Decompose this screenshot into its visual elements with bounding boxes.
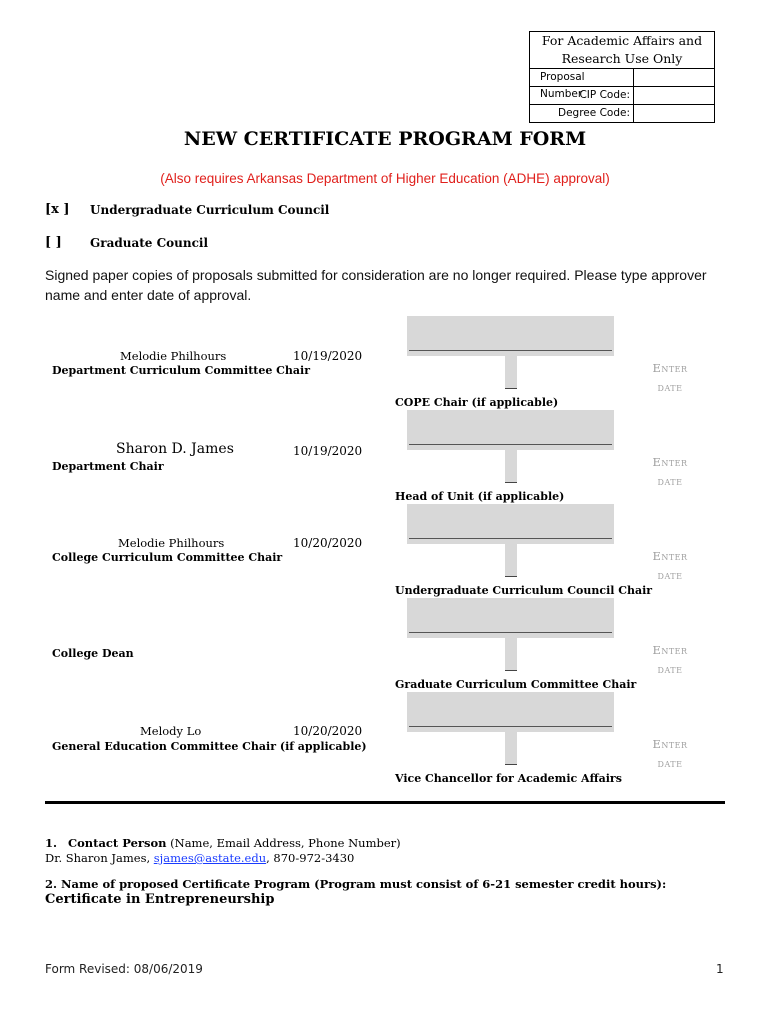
cip-code-field[interactable]: [634, 87, 714, 104]
vc-underscore: [505, 764, 517, 765]
contact-heading-num: 1.: [45, 836, 58, 850]
ucc-chair-role: Undergraduate Curriculum Council Chair: [395, 584, 653, 597]
head-unit-date-field[interactable]: [505, 450, 517, 483]
intro-text: Signed paper copies of proposals submitted for consideration are no longer required. Please type approver name and enter date of approval.: [45, 267, 707, 303]
vc-role: Vice Chancellor for Academic Affairs: [395, 772, 622, 785]
program-heading: 2. Name of proposed Certificate Program (Program must consist of 6-21 semester credit hours):: [45, 877, 667, 891]
academic-affairs-use-box: [529, 31, 715, 123]
contact-name: Dr. Sharon James,: [45, 851, 151, 865]
degree-code-label: Degree Code:: [530, 105, 634, 122]
sig-role-2: Department Chair: [52, 460, 164, 473]
sig-role-1: Department Curriculum Committee Chair: [52, 364, 311, 377]
sig-date-5[interactable]: 10/20/2020: [293, 724, 363, 738]
proposal-number-label: Proposal Number: [530, 69, 634, 86]
sig-date-3[interactable]: 10/20/2020: [293, 536, 363, 550]
gc-checkbox[interactable]: [ ]: [45, 235, 62, 250]
ucc-chair-underscore: [505, 576, 517, 577]
vc-date-field[interactable]: [505, 732, 517, 765]
contact-heading: [45, 836, 401, 850]
use-box-header: For Academic Affairs and Research Use Only: [530, 32, 714, 69]
head-unit-enter-date[interactable]: Enter date: [652, 455, 688, 488]
sig-name-5[interactable]: Melody Lo: [140, 724, 202, 738]
sig-date-2[interactable]: 10/19/2020: [293, 444, 363, 458]
form-revised-footer: Form Revised: 08/06/2019: [45, 962, 203, 976]
head-unit-underscore: [505, 482, 517, 483]
gcc-chair-role: Graduate Curriculum Committee Chair: [395, 678, 637, 691]
head-unit-line: [409, 444, 612, 445]
cope-chair-underscore: [505, 388, 517, 389]
gcc-chair-underscore: [505, 670, 517, 671]
contact-value[interactable]: [45, 851, 354, 865]
sig-name-3[interactable]: Melodie Philhours: [118, 536, 225, 550]
head-unit-role: Head of Unit (if applicable): [395, 490, 565, 503]
cope-chair-date-field[interactable]: [505, 356, 517, 389]
page-number: 1: [716, 962, 724, 976]
cip-code-row: [530, 87, 714, 105]
cope-chair-role: COPE Chair (if applicable): [395, 396, 559, 409]
degree-code-field[interactable]: [634, 105, 714, 122]
sig-role-5: General Education Committee Chair (if applicable): [52, 740, 367, 753]
form-title: NEW CERTIFICATE PROGRAM FORM: [183, 128, 587, 150]
cope-chair-enter-date[interactable]: Enter date: [652, 361, 688, 394]
sig-role-3: College Curriculum Committee Chair: [52, 551, 283, 564]
cope-chair-line: [409, 350, 612, 351]
sig-date-1[interactable]: 10/19/2020: [293, 349, 363, 363]
contact-heading-label: Contact Person: [67, 836, 167, 850]
gcc-chair-line: [409, 632, 612, 633]
gcc-chair-enter-date[interactable]: Enter date: [652, 643, 688, 676]
gcc-chair-date-field[interactable]: [505, 638, 517, 671]
ucc-chair-date-field[interactable]: [505, 544, 517, 577]
ucc-chair-line: [409, 538, 612, 539]
degree-code-row: [530, 105, 714, 122]
sig-name-2[interactable]: Sharon D. James: [116, 441, 234, 457]
section-divider: [45, 801, 725, 804]
sig-name-1[interactable]: Melodie Philhours: [120, 349, 227, 363]
form-subtitle: (Also requires Arkansas Department of Higher Education (ADHE) approval): [160, 171, 610, 186]
vc-enter-date[interactable]: Enter date: [652, 737, 688, 770]
proposal-number-field[interactable]: [634, 69, 714, 86]
sig-role-4: College Dean: [52, 647, 134, 660]
contact-heading-note: (Name, Email Address, Phone Number): [170, 836, 401, 850]
ucc-chair-enter-date[interactable]: Enter date: [652, 549, 688, 582]
program-name-value[interactable]: Certificate in Entrepreneurship: [45, 892, 275, 907]
contact-email-link[interactable]: sjames@astate.edu: [153, 851, 267, 865]
gc-label: Graduate Council: [90, 236, 209, 250]
ucc-label: Undergraduate Curriculum Council: [90, 203, 330, 217]
ucc-checkbox[interactable]: [x ]: [45, 202, 70, 217]
contact-phone: , 870-972-3430: [266, 851, 355, 865]
cip-code-label: CIP Code:: [530, 87, 634, 104]
vc-line: [409, 726, 612, 727]
